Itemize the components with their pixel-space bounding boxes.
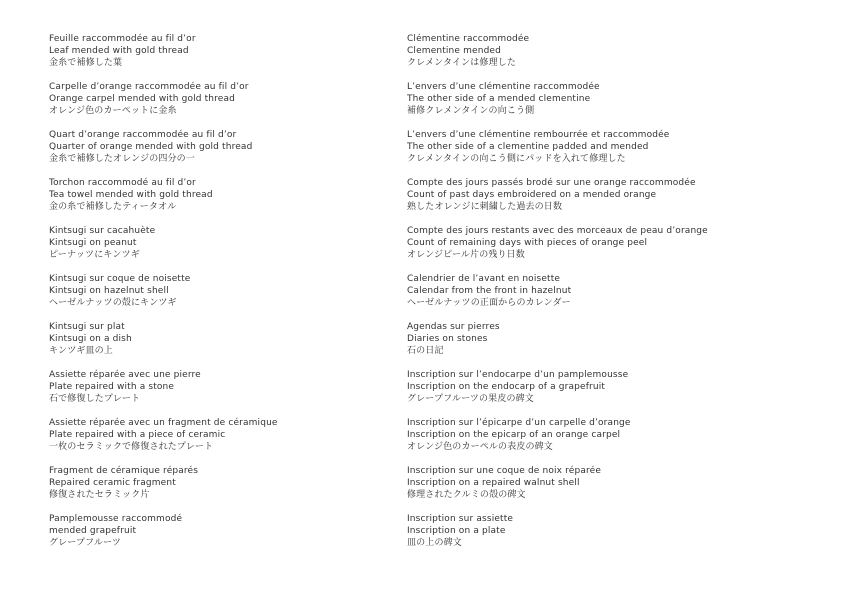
caption-japanese: 一枚のセラミックで修復されたプレート — [49, 442, 214, 452]
caption-english: Diaries on stones — [407, 334, 488, 344]
caption-french: Assiette réparée avec un fragment de céramique — [49, 418, 278, 428]
caption-french: L’envers d’une clémentine raccommodée — [407, 82, 600, 92]
caption-entry — [407, 513, 817, 561]
caption-japanese: オレンジ色のカーペルの表皮の碑文 — [407, 442, 553, 452]
caption-japanese: 石の日記 — [407, 346, 444, 356]
caption-entry — [407, 225, 817, 273]
caption-entry — [49, 321, 389, 369]
caption-french: Compte des jours passés brodé sur une orange raccommodée — [407, 178, 696, 188]
caption-french: Inscription sur l’endocarpe d’un pamplemousse — [407, 370, 629, 380]
caption-japanese: 熟したオレンジに刺繍した過去の日数 — [407, 202, 563, 212]
caption-entry — [49, 33, 389, 81]
caption-english: Calendar from the front in hazelnut — [407, 286, 572, 296]
caption-french: Inscription sur assiette — [407, 514, 514, 524]
caption-entry — [407, 273, 817, 321]
caption-japanese: 修理されたクルミの殻の碑文 — [407, 490, 526, 500]
caption-french: Quart d’orange raccommodée au fil d’or — [49, 130, 237, 140]
caption-entry — [407, 177, 817, 225]
caption-english: Kintsugi on hazelnut shell — [49, 286, 169, 296]
caption-japanese: グレープフルーツ — [49, 538, 122, 548]
caption-entry — [49, 417, 389, 465]
right-column — [407, 33, 817, 561]
caption-english: Inscription on the endocarp of a grapefruit — [407, 382, 606, 392]
caption-english: The other side of a clementine padded and mended — [407, 142, 649, 152]
caption-french: Kintsugi sur coque de noisette — [49, 274, 191, 284]
caption-english: Repaired ceramic fragment — [49, 478, 176, 488]
caption-japanese: 金糸で補修した葉 — [49, 58, 123, 68]
caption-french: Agendas sur pierres — [407, 322, 500, 332]
caption-japanese: 金の糸で補修したティータオル — [49, 202, 177, 212]
caption-japanese: ピーナッツにキンツギ — [49, 250, 140, 260]
caption-japanese: キンツギ皿の上 — [49, 346, 113, 356]
caption-english: Kintsugi on a dish — [49, 334, 132, 344]
caption-english: Tea towel mended with gold thread — [49, 190, 213, 200]
caption-french: Clémentine raccommodée — [407, 34, 530, 44]
caption-entry — [407, 417, 817, 465]
caption-french: Kintsugi sur cacahuète — [49, 226, 156, 236]
caption-japanese: オレンジピール片の残り日数 — [407, 250, 525, 260]
caption-entry — [407, 33, 817, 81]
caption-french: Carpelle d’orange raccommodée au fil d’or — [49, 82, 249, 92]
caption-japanese: ヘーゼルナッツの正面からのカレンダー — [407, 298, 571, 308]
caption-japanese: 修復されたセラミック片 — [49, 490, 150, 500]
caption-entry — [49, 465, 389, 513]
caption-english: Orange carpel mended with gold thread — [49, 94, 236, 104]
caption-french: Calendrier de l’avant en noisette — [407, 274, 561, 284]
caption-entry — [407, 129, 817, 177]
caption-entry — [49, 177, 389, 225]
caption-english: The other side of a mended clementine — [407, 94, 591, 104]
caption-english: Clementine mended — [407, 46, 501, 56]
caption-entry — [49, 81, 389, 129]
caption-french: Torchon raccommodé au fil d’or — [49, 178, 196, 188]
caption-japanese: 金糸で補修したオレンジの四分の一 — [49, 154, 195, 164]
caption-english: Plate repaired with a stone — [49, 382, 175, 392]
caption-english: Leaf mended with gold thread — [49, 46, 189, 56]
caption-entry — [49, 225, 389, 273]
caption-english: Inscription on the epicarp of an orange carpel — [407, 430, 621, 440]
caption-entry — [407, 81, 817, 129]
caption-entry — [407, 465, 817, 513]
caption-english: mended grapefruit — [49, 526, 137, 536]
caption-entry — [49, 369, 389, 417]
caption-japanese: 補修クレメンタインの向こう側 — [407, 106, 535, 116]
caption-english: Kintsugi on peanut — [49, 238, 137, 248]
caption-entry — [49, 513, 389, 561]
caption-french: Pamplemousse raccommodé — [49, 514, 183, 524]
caption-entry — [49, 273, 389, 321]
caption-french: Inscription sur une coque de noix réparée — [407, 466, 602, 476]
caption-entry — [49, 129, 389, 177]
caption-english: Count of remaining days with pieces of orange peel — [407, 238, 648, 248]
caption-french: Inscription sur l’épicarpe d’un carpelle d’orange — [407, 418, 631, 428]
caption-english: Count of past days embroidered on a mended orange — [407, 190, 657, 200]
caption-japanese: 皿の上の碑文 — [407, 538, 462, 548]
caption-english: Quarter of orange mended with gold thread — [49, 142, 253, 152]
caption-entry — [407, 369, 817, 417]
caption-french: Kintsugi sur plat — [49, 322, 125, 332]
caption-japanese: ヘーゼルナッツの殻にキンツギ — [49, 298, 177, 308]
caption-japanese: クレメンタインの向こう側にパッドを入れて修理した — [407, 154, 626, 164]
left-column — [49, 33, 389, 561]
caption-french: Fragment de céramique réparés — [49, 466, 199, 476]
caption-english: Inscription on a plate — [407, 526, 506, 536]
caption-japanese: オレンジ色のカーペットに金糸 — [49, 106, 177, 116]
caption-english: Plate repaired with a piece of ceramic — [49, 430, 226, 440]
caption-french: Feuille raccommodée au fil d’or — [49, 34, 196, 44]
caption-french: Assiette réparée avec une pierre — [49, 370, 201, 380]
caption-japanese: グレープフルーツの果皮の碑文 — [407, 394, 534, 404]
caption-japanese: クレメンタインは修理した — [407, 58, 516, 68]
caption-french: L’envers d’une clémentine rembourrée et raccommodée — [407, 130, 670, 140]
caption-french: Compte des jours restants avec des morceaux de peau d’orange — [407, 226, 708, 236]
caption-entry — [407, 321, 817, 369]
caption-english: Inscription on a repaired walnut shell — [407, 478, 580, 488]
caption-japanese: 石で修復したプレート — [49, 394, 141, 404]
